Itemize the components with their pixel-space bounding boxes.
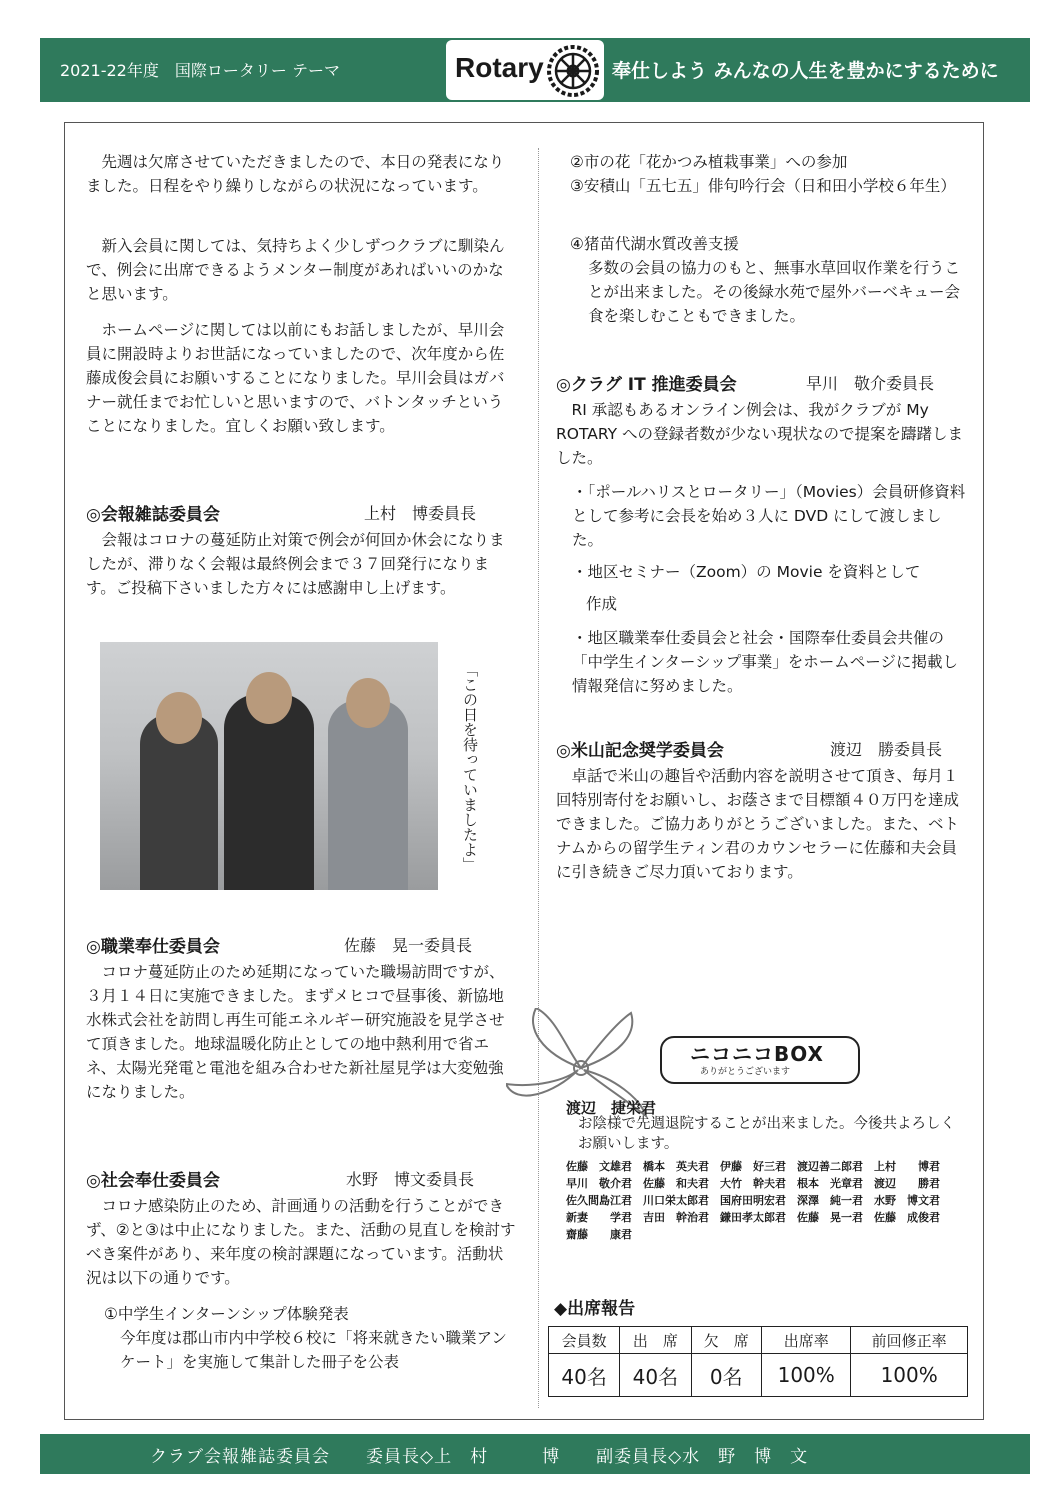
value-present: 40名	[620, 1354, 691, 1397]
shakai-chair: 水野 博文委員長	[346, 1170, 475, 1189]
header-absent: 欠 席	[691, 1327, 762, 1354]
shakai-item1-body: 今年度は郡山市内中学校６校に「将来就きたい職業アンケート」を実施して集計した冊子を公表	[120, 1329, 507, 1371]
intro-paragraph-3: ホームページに関しては以前にもお話しましたが、早川会員に開設時よりお世話になっていましたので、次年度から佐藤成俊会員にお願いすることになりました。早川会員はガバナー就任までお忙しいと思いますので、バトンタッチということになりました。宜しくお願い致します。	[86, 321, 505, 435]
header-members: 会員数	[549, 1327, 620, 1354]
shokugyo-body: コロナ蔓延防止のため延期になっていた職場訪問ですが、３月１４日に実施できました。まずメヒコで昼事後、新協地水株式会社を訪問し再生可能エネルギー研究施設を見学させて頂きました。地球温暖化防止としての地中熱利用で省エネ、太陽光発電と電池を組み合わせた新社屋見学は大変勉強になりました。	[86, 963, 505, 1101]
yoneyama-chair: 渡辺 勝委員長	[830, 740, 943, 759]
rotary-logo-text: Rotary	[455, 52, 544, 83]
niconico-message: お陰様で先週退院することが出来ました。今後共よろしくお願いします。	[578, 1116, 955, 1152]
name-row: 齋藤 康君	[566, 1228, 632, 1241]
shokugyo-heading: ◎職業奉仕委員会	[86, 937, 220, 957]
name-row: 佐藤 文雄君 橋本 英夫君 伊藤 好三君 渡辺善二郎君 上村 博君	[566, 1160, 940, 1173]
column-divider	[538, 148, 539, 1408]
attendance-heading: ◆出席報告	[554, 1299, 636, 1319]
group-photo	[100, 642, 438, 890]
value-corrected-rate: 100%	[851, 1354, 968, 1397]
kaiho-heading: ◎会報雑誌委員会	[86, 505, 220, 525]
shakai-item2: ②市の花「花かつみ植栽事業」への参加	[570, 153, 848, 171]
attendance-header-row	[549, 1327, 968, 1354]
shakai-item3: ③安積山「五七五」俳句吟行会（日和田小学校６年生）	[570, 177, 956, 195]
niconico-box-title: ニコニコBOX	[690, 1042, 824, 1066]
name-row: 佐久間島江君 川口栄太郎君 国府田明宏君 深澤 純一君 水野 博文君	[566, 1194, 940, 1207]
rotary-wheel-icon	[546, 44, 600, 98]
shakai-body: コロナ感染防止のため、計画通りの活動を行うことができず、②と③は中止になりました。また、活動の見直しを検討すべき案件があり、来年度の検討課題になっています。活動状況は以下の通りです。	[86, 1197, 516, 1287]
niconico-donor: 渡辺 捷栄君	[566, 1099, 657, 1117]
club-it-bullet-3: ・地区職業奉仕委員会と社会・国際奉仕委員会共催の「中学生インターシップ事業」をホームページに掲載し情報発信に努めました。	[572, 629, 958, 695]
footer-committee-credits: クラブ会報雑誌委員会 委員長◇上 村 博 副委員長◇水 野 博 文	[150, 1447, 809, 1467]
shakai-heading: ◎社会奉仕委員会	[86, 1171, 220, 1191]
name-row: 新妻 学君 吉田 幹治君 鎌田孝太郎君 佐藤 晃一君 佐藤 成俊君	[566, 1211, 940, 1224]
club-it-heading: ◎クラグ IT 推進委員会	[556, 375, 737, 395]
value-rate: 100%	[762, 1354, 851, 1397]
shokugyo-chair: 佐藤 晃一委員長	[344, 936, 473, 955]
yoneyama-heading: ◎米山記念奨学委員会	[556, 741, 724, 761]
header-present: 出 席	[620, 1327, 691, 1354]
intro-paragraph-2: 新入会員に関しては、気持ちよく少しずつクラブに馴染んで、例会に出席できるようメンター制度があればいいのかなと思います。	[86, 237, 505, 303]
header-year-theme-label: 2021-22年度 国際ロータリー テーマ	[60, 61, 340, 80]
niconico-box-subtitle: ありがとうございます	[700, 1067, 791, 1077]
intro-paragraph-1: 先週は欠席させていただきましたので、本日の発表になりました。日程をやり繰りしながらの状況になっています。	[86, 153, 505, 195]
yoneyama-body: 卓話で米山の趣旨や活動内容を説明させて頂き、毎月１回特別寄付をお願いし、お蔭さまで目標額４０万円を達成できました。ご協力ありがとうございました。また、ベトナムからの留学生ティン君のカウンセラーに佐藤和夫会員に引き続きご尽力頂いております。	[556, 767, 960, 881]
club-it-body: RI 承認もあるオンライン例会は、我がクラブが My ROTARY への登録者数が少ない現状なので提案を躊躇しました。	[556, 401, 964, 467]
value-absent: 0名	[691, 1354, 762, 1397]
header-theme-slogan: 奉仕しよう みんなの人生を豊かにするために	[612, 60, 999, 82]
club-it-bullet-2: ・地区セミナー（Zoom）の Movie を資料として	[572, 563, 921, 581]
club-it-chair: 早川 敬介委員長	[806, 374, 935, 393]
name-row: 早川 敬介君 佐藤 和夫君 大竹 幹夫君 根本 光章君 渡辺 勝君	[566, 1177, 940, 1190]
club-it-bullet-2-cont: 作成	[586, 595, 618, 613]
shakai-item1-title: ①中学生インターンシップ体験発表	[104, 1305, 349, 1323]
attendance-value-row	[549, 1354, 968, 1397]
shakai-item4-body: 多数の会員の協力のもと、無事水草回収作業を行うことが出来ました。その後緑水苑で屋外バーベキュー会食を楽しむこともできました。	[588, 259, 961, 325]
header-rate: 出席率	[762, 1327, 851, 1354]
kaiho-body: 会報はコロナの蔓延防止対策で例会が何回か休会になりましたが、滞りなく会報は最終例会まで３７回発行になります。ご投稿下さいました方々には感謝申し上げます。	[86, 531, 505, 597]
photo-caption: 「この日を待っていましたよ」	[461, 662, 479, 872]
header-corrected-rate: 前回修正率	[851, 1327, 968, 1354]
niconico-name-list	[566, 1158, 940, 1243]
shakai-item4-title: ④猪苗代湖水質改善支援	[570, 235, 739, 253]
kaiho-chair: 上村 博委員長	[364, 504, 477, 523]
club-it-bullet-1: ・「ポールハリスとロータリー」（Movies）会員研修資料として参考に会長を始め３人に DVD にして渡しました。	[572, 483, 966, 549]
attendance-table	[548, 1326, 968, 1397]
value-members: 40名	[549, 1354, 620, 1397]
